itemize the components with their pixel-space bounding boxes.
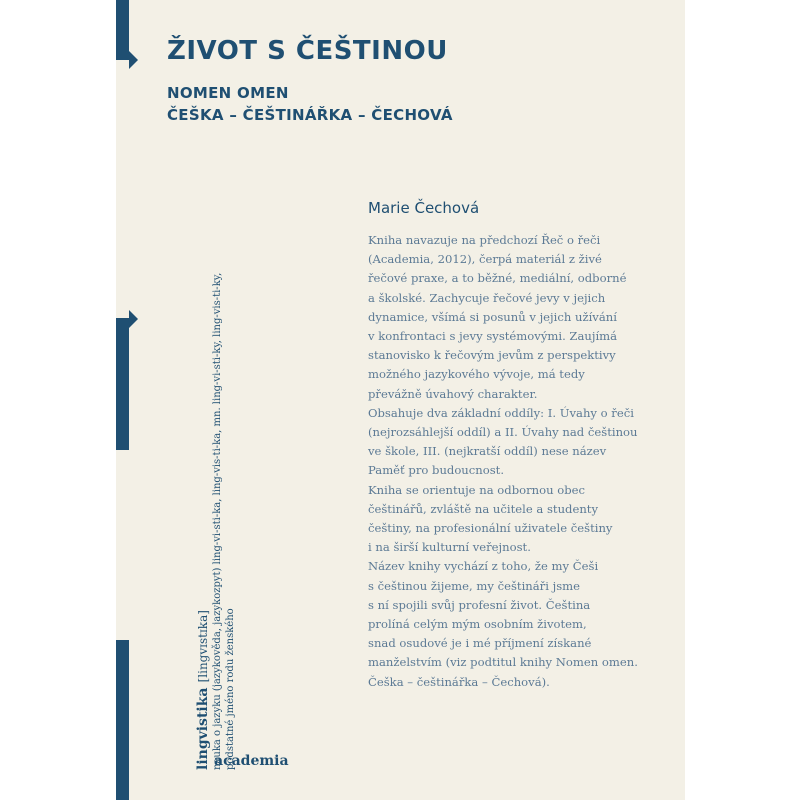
stripe-notch-middle	[129, 310, 138, 328]
dictionary-definition-line-2: podstatné jméno rodu ženského	[225, 608, 236, 770]
blurb-line: Název knihy vychází z toho, že my Češi	[368, 559, 599, 574]
blurb-line: Obsahuje dva základní oddíly: I. Úvahy o řeči	[368, 405, 634, 420]
book-subtitle	[167, 82, 453, 126]
blurb-line: v konfrontaci s jevy systémovými. Zaujímá	[368, 329, 618, 344]
spine-stripe-top	[116, 0, 129, 60]
dictionary-definition-line-1: nauka o jazyku (jazykověda, jazykozpyt) ling-vi-sti-ka, ling-vis-ti-ka, mn. ling-vi-sti-ky, ling-vis-ti-ky,	[212, 272, 223, 770]
blurb-line: možného jazykového vývoje, má tedy	[368, 367, 585, 382]
blurb-line: Paměť pro budoucnost.	[368, 463, 505, 478]
book-title: ŽIVOT S ČEŠTINOU	[167, 36, 448, 66]
blurb-line: ve škole, III. (nejkratší oddíl) nese název	[368, 444, 607, 459]
spine-stripe-middle	[116, 318, 129, 450]
dictionary-entry	[192, 230, 237, 770]
author-name: Marie Čechová	[368, 199, 480, 217]
blurb-line: řečové praxe, a to běžné, mediální, odborné	[368, 271, 627, 286]
blurb-line: i na širší kulturní veřejnost.	[368, 540, 531, 555]
blurb-line: češtinářů, zvláště na učitele a studenty	[368, 501, 599, 516]
publisher-logo: academia	[214, 753, 289, 769]
blurb-line: manželstvím (viz podtitul knihy Nomen omen.	[368, 655, 638, 670]
blurb-line: s češtinou žijeme, my češtináři jsme	[368, 578, 581, 593]
book-cover	[116, 0, 685, 800]
blurb-line: dynamice, všímá si posunů v jejich užívání	[368, 309, 617, 324]
blurb-line: snad osudové je i mé příjmení získané	[368, 636, 592, 651]
blurb-line: převážně úvahový charakter.	[368, 386, 538, 401]
blurb-line: prolíná celým mým osobním životem,	[368, 617, 587, 632]
blurb-line: Kniha navazuje na předchozí Řeč o řeči	[368, 233, 601, 247]
blurb-line: (nejrozsáhlejší oddíl) a II. Úvahy nad češtinou	[368, 425, 638, 440]
blurb-line: stanovisko k řečovým jevům z perspektivy	[368, 348, 616, 363]
blurb-line: Češka – češtinářka – Čechová).	[368, 674, 550, 689]
subtitle-line-2: ČEŠKA – ČEŠTINÁŘKA – ČECHOVÁ	[167, 106, 453, 124]
blurb-line: s ní spojili svůj profesní život. Čeština	[368, 597, 591, 612]
subtitle-line-1: NOMEN OMEN	[167, 84, 289, 102]
spine-stripe-bottom	[116, 640, 129, 800]
blurb-line: Kniha se orientuje na odbornou obec	[368, 482, 585, 497]
dictionary-term: lingvistika	[195, 687, 211, 770]
blurb-line: češtiny, na profesionální uživatele češtiny	[368, 521, 613, 536]
dictionary-pronunciation: [lingvɪstɪka]	[196, 610, 210, 683]
blurb-line: (Academia, 2012), čerpá materiál z živé	[368, 252, 602, 267]
stripe-notch-top	[129, 51, 138, 69]
book-blurb	[368, 231, 653, 692]
blurb-line: a školské. Zachycuje řečové jevy v jejich	[368, 290, 606, 305]
